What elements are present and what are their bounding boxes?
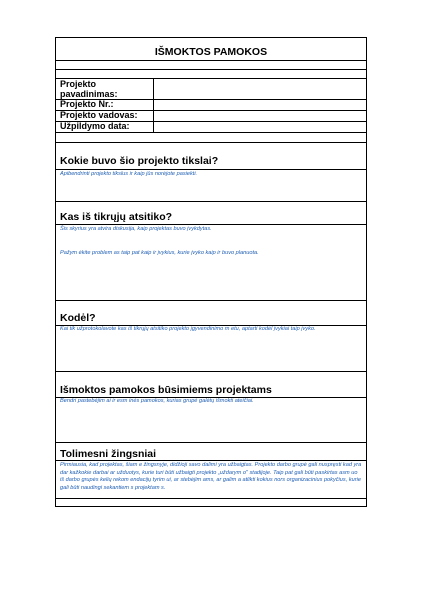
section-heading-lessons: Išmoktos pamokos būsimiems projektams	[60, 384, 272, 396]
info-label-completion-date: Užpildymo data:	[60, 121, 130, 131]
divider	[56, 300, 366, 301]
info-label-project-name: Projekto pavadinimas:	[60, 79, 118, 99]
divider	[56, 224, 366, 225]
divider	[56, 498, 366, 499]
info-label-project-number: Projekto Nr.:	[60, 99, 114, 109]
section-text-lessons: Bendri pastebėjim ai ir esm inės pamokos, kurias grupė galėtų išmokti ateičiai.	[60, 398, 254, 404]
section-heading-why: Kodėl?	[60, 312, 96, 324]
section-text-next-steps: Pirmiausia, kad projektas, šiam e žingsnyje, didžioji savo dalimi yra užbaigtas. Projekto darbo grupė gali nuspręsti kad yra dar kažkokie darbai ar užduotys, kurie turi būti užbaigti projekto „uždarym o" stadijoje. Taip pat gali būti paskirtas asm uo iš darbo grupės kelių rekom endacijų tyrim ui, ar stebėjim ams, ar galim a atlikti kokius nors organizacinius pokyčius, kurie gali būti naudingi sekantiem s projektam s.	[60, 462, 362, 491]
section-heading-what-happened: Kas iš tikrųjų atsitiko?	[60, 211, 173, 223]
section-text-what-happened-2: Pažym ėkite problem as taip pat kaip ir įvykius, kurie įvyko kaip ir buvo planuota.	[60, 250, 259, 256]
divider	[56, 460, 366, 461]
info-label-project-manager: Projekto vadovas:	[60, 110, 138, 120]
divider	[56, 69, 366, 70]
section-heading-next-steps: Tolimesni žingsniai	[60, 448, 157, 460]
document-title: IŠMOKTOS PAMOKOS	[154, 46, 268, 58]
info-grid-separator	[153, 78, 154, 133]
divider	[56, 371, 366, 372]
divider	[56, 442, 366, 443]
info-row-border	[56, 132, 366, 133]
divider	[56, 142, 366, 143]
divider	[56, 169, 366, 170]
section-text-what-happened-1: Šis skyrius yra atvira diskusija, kaip projektas buvo įvykdytas.	[60, 226, 212, 232]
divider	[56, 60, 366, 61]
lessons-learned-form	[55, 37, 367, 507]
divider	[56, 201, 366, 202]
section-text-why: Kai tik užprotokolavote kas iš tikrųjų atsitiko projekto įgyvendinimo m etu, aptarti kodėl įvykiai taip įvyko.	[60, 326, 316, 332]
section-heading-goals: Kokie buvo šio projekto tikslai?	[60, 155, 219, 167]
section-text-goals: Apibendrinti projekto tikslus ir kaip jūs norėjote pasiekti.	[60, 171, 198, 177]
